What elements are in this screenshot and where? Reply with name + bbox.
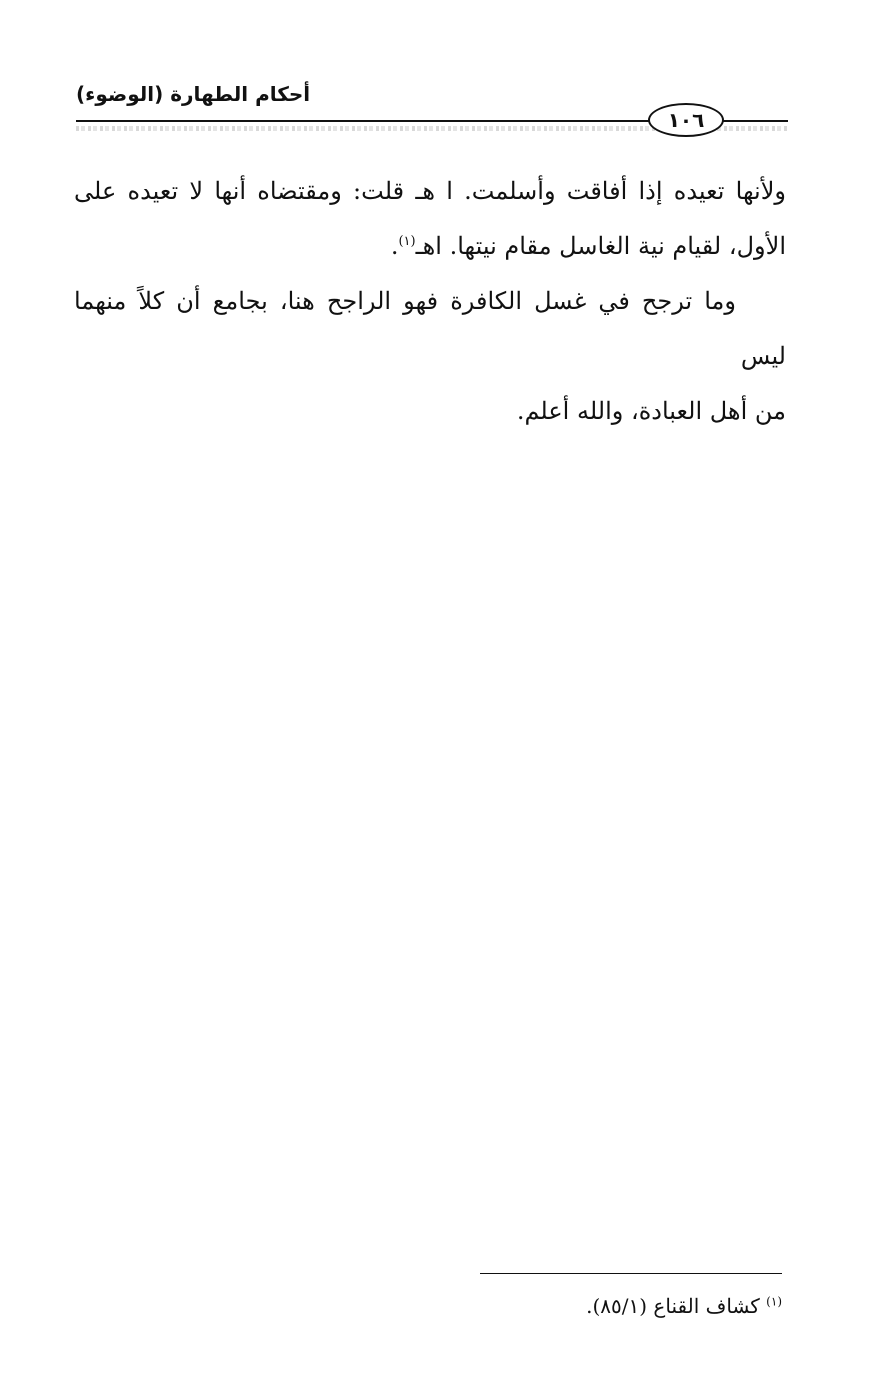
- header-rule-right: [722, 120, 788, 122]
- text-line: ولأنها تعيده إذا أفاقت وأسلمت. ا هـ قلت: ومقتضاه أنها لا تعيده على: [74, 177, 786, 205]
- paragraph-2: [74, 274, 786, 439]
- text-segment: الأول، لقيام نية الغاسل مقام نيتها. اهـ: [415, 232, 786, 260]
- footnote-1: [450, 1290, 782, 1322]
- page-number-oval: [648, 103, 724, 137]
- text-line: من أهل العبادة، والله أعلم.: [516, 397, 786, 425]
- footnote-text: كشاف القناع (٨٥/١).: [586, 1294, 760, 1318]
- text-line: [74, 219, 786, 274]
- footnote-separator: [480, 1273, 782, 1274]
- footnote-marker: (١): [766, 1294, 782, 1309]
- main-text: [74, 164, 786, 439]
- text-segment: .: [390, 232, 399, 260]
- page-number: ١٠٦: [667, 108, 705, 132]
- header-rule: [76, 120, 650, 122]
- footnote-reference[interactable]: (١): [398, 234, 416, 249]
- text-line: وما ترجح في غسل الكافرة فهو الراجح هنا، بجامع أن كلاً منهما ليس: [74, 287, 786, 370]
- paragraph-1: [74, 164, 786, 274]
- running-title: أحكام الطهارة (الوضوء): [76, 82, 311, 106]
